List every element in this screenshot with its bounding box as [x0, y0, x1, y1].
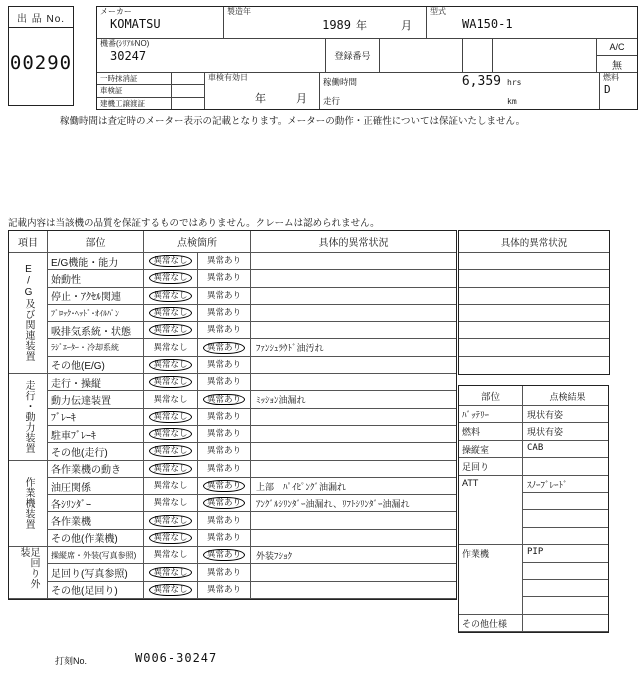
mileage-label: 走行 [323, 96, 341, 106]
check-ng-cell [198, 582, 251, 599]
check-ok-cell [144, 253, 198, 270]
ng-label: 異常あり [206, 324, 241, 335]
check-ok-cell [144, 426, 198, 443]
detail-cell [251, 530, 456, 547]
detail-cell [251, 253, 456, 270]
fuel-cell [600, 73, 637, 109]
detail-note-row [459, 253, 609, 270]
detail-note-row [459, 357, 609, 374]
section-label-cell [9, 253, 48, 374]
stamp-number-label: 打刻No. [55, 656, 88, 666]
result-value-cell [523, 528, 608, 545]
ok-circled-mark: 異常なし [149, 463, 191, 475]
detail-cell [251, 582, 456, 599]
part-cell: 停止・ｱｸｾﾙ関連 [48, 288, 144, 305]
check-ok-cell [144, 391, 198, 408]
col-header-item: 項目 [9, 231, 48, 253]
check-ng-cell [198, 270, 251, 287]
maker-value: KOMATSU [110, 16, 161, 31]
result-value-cell [523, 580, 608, 597]
documents-subtable [97, 73, 205, 109]
section-label-cell [9, 461, 48, 547]
part-cell: 動力伝達装置 [48, 391, 144, 408]
stamp-number-value: W006-30247 [135, 651, 218, 665]
fuel-value: D [604, 82, 611, 96]
ac-label: A/C [597, 39, 637, 56]
check-ok-cell [144, 461, 198, 478]
detail-cell: 外装ﾌｼｮｸ [251, 547, 456, 564]
header-row-1 [97, 7, 637, 39]
doc-row [97, 85, 204, 97]
ng-label: 異常あり [206, 462, 241, 473]
ok-circled-mark: 異常なし [149, 255, 191, 267]
col-header-detail: 具体的異常状況 [251, 231, 456, 253]
lot-number-value: 00290 [9, 52, 73, 74]
header-row-2 [97, 39, 637, 73]
year-unit: 年 [356, 19, 367, 32]
ok-label: 異常なし [153, 341, 188, 352]
result-header-result: 点検結果 [523, 386, 608, 406]
right-detail-panel [458, 230, 610, 375]
doc-check-2 [172, 85, 204, 96]
ng-circled-mark: 異常あり [203, 549, 245, 561]
detail-cell [251, 564, 456, 581]
doc-label-3: 建機工譲渡証 [97, 98, 172, 109]
hours-label: 稼働時間 [323, 77, 358, 87]
doc-row [97, 73, 204, 85]
inspection-table [8, 230, 457, 600]
ok-circled-mark: 異常なし [149, 532, 191, 544]
ok-circled-mark: 異常なし [149, 411, 191, 423]
ng-label: 異常あり [206, 566, 241, 577]
check-ng-cell [198, 357, 251, 374]
empty-cell [380, 39, 463, 72]
detail-cell: ﾌｧﾝｼｭﾗｳﾄﾞ油汚れ [251, 339, 456, 356]
mileage-unit: km [507, 97, 517, 106]
hours-unit: hrs [507, 78, 522, 87]
check-ng-cell [198, 443, 251, 460]
check-ok-cell [144, 495, 198, 512]
ok-circled-mark: 異常なし [149, 376, 191, 388]
ok-circled-mark: 異常なし [149, 272, 191, 284]
disclaimer-note: 記載内容は当該機の品質を保証するものではありません。クレームは認められません。 [8, 218, 380, 229]
detail-cell [251, 461, 456, 478]
check-ok-cell [144, 547, 198, 564]
check-ok-cell [144, 478, 198, 495]
result-table [458, 385, 609, 633]
model-label: 型式 [430, 7, 446, 16]
hours-value: 6,359 [461, 74, 501, 89]
check-ok-cell [144, 339, 198, 356]
section-label: 足回り外装 [18, 547, 39, 590]
part-cell: 駐車ﾌﾞﾚｰｷ [48, 426, 144, 443]
ok-label: 異常なし [153, 480, 188, 491]
ok-circled-mark: 異常なし [149, 584, 191, 596]
detail-cell: ｱﾝｸﾞﾙｼﾘﾝﾀﾞｰ油漏れ、ﾘﾌﾄｼﾘﾝﾀﾞｰ油漏れ [251, 495, 456, 512]
ok-label: 異常なし [153, 549, 188, 560]
check-ok-cell [144, 409, 198, 426]
check-ng-cell [198, 391, 251, 408]
check-ng-cell [198, 339, 251, 356]
right-detail-header: 具体的異常状況 [459, 231, 609, 253]
ng-label: 異常あり [206, 531, 241, 542]
result-part-cell: 燃料 [459, 423, 523, 440]
check-ng-cell [198, 512, 251, 529]
check-ok-cell [144, 582, 198, 599]
detail-cell [251, 426, 456, 443]
ng-circled-mark: 異常あり [203, 480, 245, 492]
detail-note-row [459, 305, 609, 322]
lot-number-label: 出 品 No. [9, 7, 73, 28]
check-ok-cell [144, 530, 198, 547]
manufacture-year-cell [224, 7, 427, 38]
result-value-cell: CAB [523, 441, 608, 458]
registration-number-label: 登録番号 [334, 51, 371, 61]
check-ng-cell [198, 305, 251, 322]
check-ng-cell [198, 530, 251, 547]
ok-circled-mark: 異常なし [149, 307, 191, 319]
ng-label: 異常あり [206, 358, 241, 369]
check-ng-cell [198, 426, 251, 443]
ok-circled-mark: 異常なし [149, 445, 191, 457]
result-value-cell [523, 458, 608, 475]
model-value: WA150-1 [462, 16, 513, 31]
result-part-cell: 作業機 [459, 545, 523, 615]
fuel-label: 燃料 [603, 73, 619, 82]
check-ng-cell [198, 461, 251, 478]
part-cell: 始動性 [48, 270, 144, 287]
detail-cell: ﾐｯｼｮﾝ油漏れ [251, 391, 456, 408]
manufacture-year-value: 1989 [322, 17, 351, 32]
hours-mileage-cell [320, 73, 600, 109]
result-value-cell: ｽﾉｰﾌﾞﾚｰﾄﾞ [523, 476, 608, 493]
section-label-cell [9, 547, 48, 599]
check-ng-cell [198, 495, 251, 512]
ng-label: 異常あり [206, 307, 241, 318]
ac-cell [597, 39, 637, 72]
part-cell: 足回り(写真参照) [48, 564, 144, 581]
section-label: 作業機装置 [23, 477, 34, 530]
serial-value: 30247 [110, 48, 147, 63]
ng-circled-mark: 異常あり [203, 497, 245, 509]
ng-label: 異常あり [206, 410, 241, 421]
detail-cell [251, 409, 456, 426]
detail-cell [251, 270, 456, 287]
serial-label: 機番(ｼﾘｱﾙNO) [100, 39, 150, 48]
check-ng-cell [198, 253, 251, 270]
shaken-expiry-label: 車検有効日 [208, 73, 248, 82]
ok-circled-mark: 異常なし [149, 359, 191, 371]
check-ok-cell [144, 270, 198, 287]
part-cell: 走行・操縦 [48, 374, 144, 391]
result-value-cell [523, 597, 608, 614]
check-ng-cell [198, 409, 251, 426]
machine-header-box [96, 6, 638, 110]
part-cell: 各作業機の動き [48, 461, 144, 478]
detail-cell [251, 374, 456, 391]
part-cell: 吸排気系統・状態 [48, 322, 144, 339]
ng-label: 異常あり [206, 445, 241, 456]
lot-number-box [8, 6, 74, 106]
result-value-cell [523, 493, 608, 510]
check-ng-cell [198, 564, 251, 581]
ng-label: 異常あり [206, 514, 241, 525]
doc-row [97, 98, 204, 109]
part-cell: その他(E/G) [48, 357, 144, 374]
check-ok-cell [144, 443, 198, 460]
part-cell: 油圧関係 [48, 478, 144, 495]
part-cell: ﾌﾞﾚｰｷ [48, 409, 144, 426]
result-value-cell [523, 563, 608, 580]
result-value-cell [523, 510, 608, 527]
ac-value: 無 [612, 60, 622, 72]
detail-note-row [459, 322, 609, 339]
part-cell: 各ｼﾘﾝﾀﾞｰ [48, 495, 144, 512]
ok-circled-mark: 異常なし [149, 515, 191, 527]
doc-check-3 [172, 98, 204, 109]
empty-cell [493, 39, 597, 72]
detail-cell [251, 288, 456, 305]
ng-circled-mark: 異常あり [203, 342, 245, 354]
detail-cell [251, 322, 456, 339]
check-ng-cell [198, 288, 251, 305]
detail-cell: 上部 ﾊﾟｲﾋﾟﾝｸﾞ油漏れ [251, 478, 456, 495]
ng-label: 異常あり [206, 376, 241, 387]
doc-label-1: 一時抹消証 [97, 73, 172, 84]
part-cell: その他(作業機) [48, 530, 144, 547]
meter-note: 稼働時間は査定時のメーター表示の記載となります。メーターの動作・正確性については保証いたしません。 [60, 116, 526, 127]
result-part-cell: ﾊﾞｯﾃﾘｰ [459, 406, 523, 423]
detail-cell [251, 305, 456, 322]
serial-cell [97, 39, 326, 72]
result-value-cell: PIP [523, 545, 608, 562]
ng-label: 異常あり [206, 255, 241, 266]
result-value-cell: 現状有姿 [523, 423, 608, 440]
check-ok-cell [144, 322, 198, 339]
check-ng-cell [198, 547, 251, 564]
doc-check-1 [172, 73, 204, 84]
result-part-cell: 操縦室 [459, 441, 523, 458]
ok-circled-mark: 異常なし [149, 324, 191, 336]
ng-label: 異常あり [206, 428, 241, 439]
section-label: 走行・動力装置 [23, 380, 34, 454]
detail-note-row [459, 339, 609, 356]
check-ng-cell [198, 478, 251, 495]
shaken-month-unit: 月 [296, 93, 307, 105]
check-ng-cell [198, 322, 251, 339]
col-header-part: 部位 [48, 231, 144, 253]
ng-label: 異常あり [206, 272, 241, 283]
ng-circled-mark: 異常あり [203, 394, 245, 406]
header-row-3 [97, 73, 637, 109]
month-unit: 月 [401, 19, 412, 32]
section-label-cell [9, 374, 48, 460]
ng-label: 異常あり [206, 583, 241, 594]
check-ok-cell [144, 374, 198, 391]
check-ok-cell [144, 305, 198, 322]
ok-label: 異常なし [153, 497, 188, 508]
ok-circled-mark: 異常なし [149, 567, 191, 579]
result-part-cell: ATT [459, 476, 523, 546]
part-cell: 各作業機 [48, 512, 144, 529]
shaken-year-unit: 年 [255, 93, 266, 105]
maker-cell [97, 7, 224, 38]
result-value-cell [523, 615, 608, 632]
manufacture-year-label: 製造年 [227, 7, 251, 16]
part-cell: ﾌﾞﾛｯｸ･ﾍｯﾄﾞ･ｵｲﾙﾊﾟﾝ [48, 305, 144, 322]
check-ok-cell [144, 564, 198, 581]
result-part-cell: 足回り [459, 458, 523, 475]
result-header-part: 部位 [459, 386, 523, 406]
ok-circled-mark: 異常なし [149, 290, 191, 302]
detail-cell [251, 443, 456, 460]
check-ok-cell [144, 357, 198, 374]
detail-cell [251, 357, 456, 374]
result-part-cell: その他仕様 [459, 615, 523, 632]
check-ng-cell [198, 374, 251, 391]
check-ok-cell [144, 512, 198, 529]
part-cell: その他(足回り) [48, 582, 144, 599]
doc-label-2: 車検証 [97, 85, 172, 96]
maker-label: メーカー [100, 7, 132, 16]
result-value-cell: 現状有姿 [523, 406, 608, 423]
shaken-expiry-cell [205, 73, 320, 109]
detail-note-row [459, 288, 609, 305]
check-ok-cell [144, 288, 198, 305]
ok-label: 異常なし [153, 393, 188, 404]
col-header-check: 点検箇所 [144, 231, 251, 253]
ok-circled-mark: 異常なし [149, 428, 191, 440]
part-cell: 操縦席・外装(写真参照) [48, 547, 144, 564]
part-cell: E/G機能・能力 [48, 253, 144, 270]
section-label: E/G及び関連装置 [23, 264, 34, 362]
model-cell [427, 7, 637, 38]
registration-number-cell [326, 39, 380, 72]
part-cell: ﾗｼﾞｴｰﾀｰ・冷却系統 [48, 339, 144, 356]
detail-note-row [459, 270, 609, 287]
detail-cell [251, 512, 456, 529]
part-cell: その他(走行) [48, 443, 144, 460]
ng-label: 異常あり [206, 289, 241, 300]
empty-cell [463, 39, 493, 72]
